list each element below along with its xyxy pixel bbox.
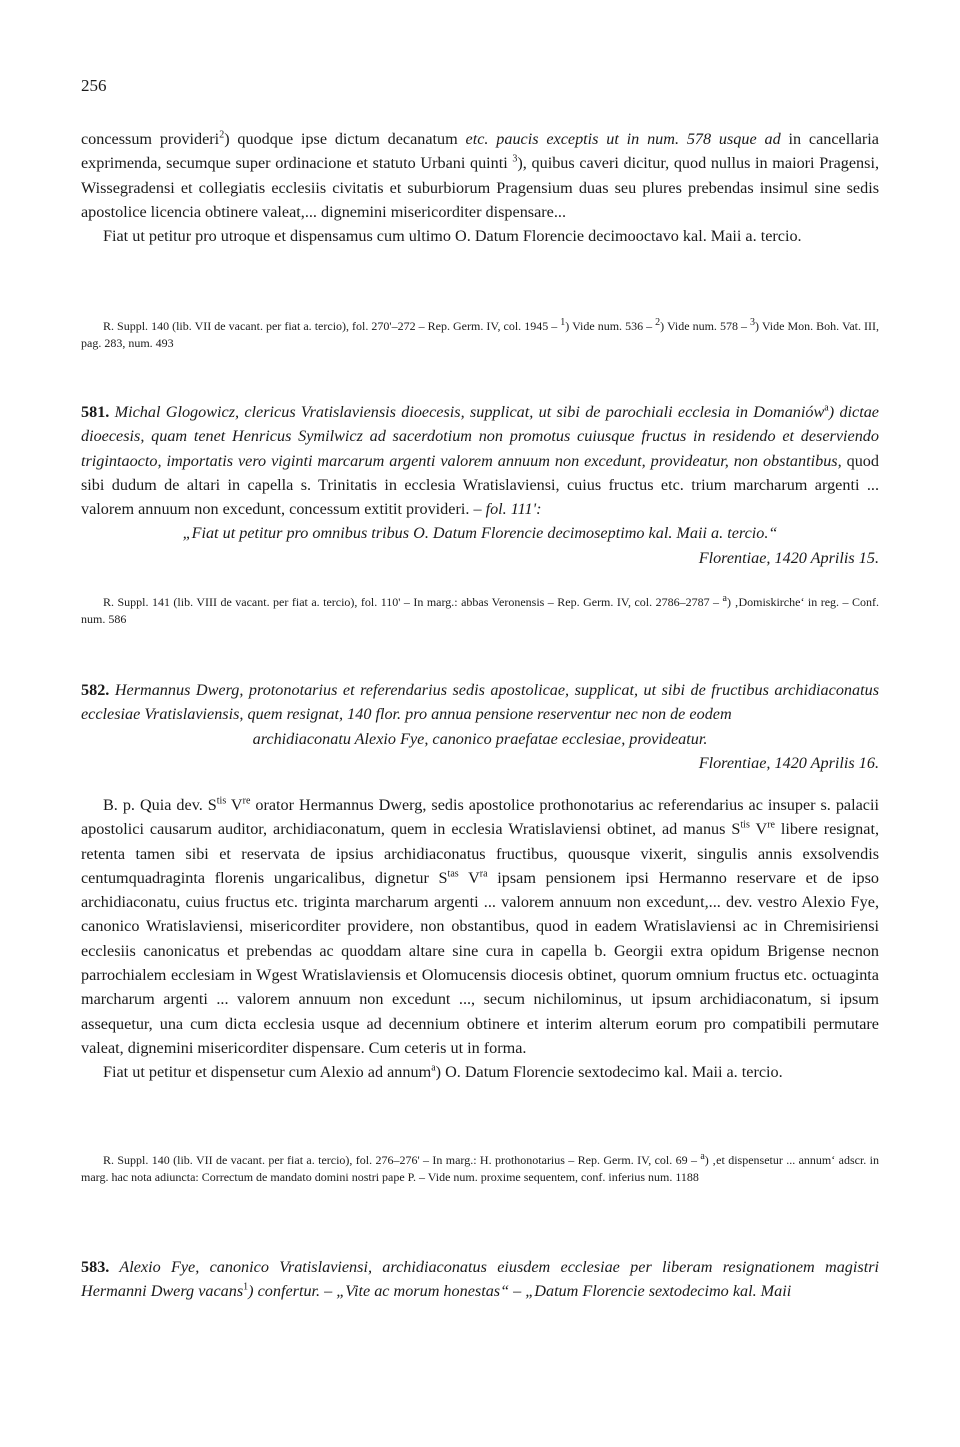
intro-block <box>81 127 879 248</box>
entry-582-date: Florentiae, 1420 Aprilis 16. <box>698 753 879 772</box>
footnote-apparatus: R. Suppl. 141 (lib. VIII de vacant. per fiat a. tercio), fol. 110' – In marg.: abbas Veronensis – Rep. Germ. IV, col. 2786–2787 – $^a$) ‚Domiskirche‘ in reg. – Conf. num. 586 <box>81 593 879 627</box>
entry-number: 582. <box>81 681 110 699</box>
entry-582-regest: 582. Hermannus Dwerg, protonotarius et referendarius sedis apostolicae, supplicat, ut sibi de fructibus archidiaconatus ecclesiae Vratislaviensis, quem resignat, 140 flor. pro annua pensione reserventur nec non de eodem archidiaconatu Alexio Fye, canonico praefatae ecclesiae, provideatur. Florentiae, 1420 Aprilis 16. <box>81 678 879 775</box>
intro-notes <box>81 318 879 352</box>
entry-581 <box>81 400 879 570</box>
entry-582-regest-end: archidiaconatu Alexio Fye, canonico praefatae ecclesiae, provideatur. <box>252 729 708 748</box>
entry-number: 581. <box>81 403 110 421</box>
entry-582-body <box>81 793 879 1085</box>
footnote-apparatus: R. Suppl. 140 (lib. VII de vacant. per fiat a. tercio), fol. 276–276' – In marg.: H. prothonotarius – Rep. Germ. IV, col. 69 – $^a$) ‚et dispensetur ... annum‘ adscr. in marg. hac nota adiuncta: Correctum de mandato domini nostri pape P. – Vide num. proxime sequentem, conf. inferius num. 1188 <box>81 1151 879 1185</box>
page-number: 256 <box>81 76 107 95</box>
footnote-apparatus: R. Suppl. 140 (lib. VII de vacant. per fiat a. tercio), fol. 270'–272 – Rep. Germ. IV, col. 1945 – $^1$) Vide num. 536 – $^2$) Vide num. 578 – $^3$) Vide Mon. Boh. Vat. III, pag. 283, num. 493 <box>81 317 879 351</box>
entry-581-text: 581. Michal Glogowicz, clericus Vratislaviensis dioecesis, supplicat, ut sibi de parochiali ecclesia in Domaniów$^a$) dictae dioecesis, quam tenet Henricus Symilwicz ad sacerdotium non promotus cuiusque fructus in residendo et deserviendo trigintaocto, importatis vero viginti marcarum argenti valorem annuum non excedunt, provideatur, non obstantibus, quod sibi dudum de altari in capella s. Trinitatis in ecclesia Wratislaviensi, cuius fructus etc. trium marcharum argenti ... valorem annuum non excedunt, concessum extitit provideri. – fol. 111': „Fiat ut petitur pro omnibus tribus O. Datum Florencie decimoseptimo kal. Maii a. tercio.“ Florentiae, 1420 Aprilis 15. <box>81 400 879 570</box>
entry-581-notes <box>81 594 879 628</box>
entry-581-quote: „Fiat ut petitur pro omnibus tribus O. Datum Florencie decimoseptimo kal. Maii a. tercio.“ <box>182 524 778 543</box>
entry-581-date: Florentiae, 1420 Aprilis 15. <box>698 548 879 567</box>
entry-582 <box>81 678 879 775</box>
entry-582-supplication: B. p. Quia dev. $S^{tis}$ Vre orator Hermannus Dwerg, sedis apostolice prothonotarius ac referendarius ac insuper s. palacii apostolici causarum auditor, archidiaconatum, quem in ecclesia Wratislaviensi obtinet, ad manus $S^{tis}$ Vre libere resignat, retenta tamen sibi et reservata de ipsius archidiaconatus fructibus, quousque vixerit, singulis annis exsolvendis centumquadraginta florenis ungaricalibus, dignetur $S^{tas}$ $V^{ra}$ ipsam pensionem ipsi Hermanno reservare et de ipso archidiaconatu, cuius fructus etc. triginta marcharum argenti ... valorem annuum non excedunt,... dev. vestro Alexio Fye, canonico Wratislaviensi, misericorditer providere, non obstantibus, quod in eadem Wratislaviensi ac in Chremisiriensi ecclesiis canonicatus et prebendas ac quoddam altare sine cura in capella b. Georgii extra opidum Brigense necnon parrochialem ecclesiam in Wgest Wratislaviensis et Olomucensis diocesis obtinet, quorum omnium fructus etc. octuaginta marcharum argenti ... valorem annuum non excedunt ..., secum nichilominus, ut ipsum archidiaconatum, si ipsum assequetur, una cum dicta ecclesia usque ad decennium obtinere et interim alterum eorum pro compatibili permutare valeat, dignemini misericorditer dispensare. Cum ceteris ut in forma. <box>81 795 879 1057</box>
entry-583 <box>81 1255 879 1304</box>
intro-decision: Fiat ut petitur pro utroque et dispensamus cum ultimo O. Datum Florencie decimooctavo kal. Maii a. tercio. <box>103 227 802 246</box>
entry-583-regest: 583. Alexio Fye, canonico Vratislaviensi, archidiaconatus eiusdem ecclesiae per liberam resignationem magistri Hermanni Dwerg vacans$^1$) confertur. – „Vite ac morum honestas“ – „Datum Florencie sextodecimo kal. Maii <box>81 1258 879 1301</box>
entry-582-notes <box>81 1152 879 1186</box>
entry-number: 583. <box>81 1258 110 1276</box>
intro-paragraph: concessum provideri$^2$) quodque ipse dictum decanatum etc. paucis exceptis ut in num. 578 usque ad in cancellaria exprimenda, secumque super ordinacione et statuto Urbani quinti $^3$), quibus caveri dicitur, quod nullus in maiori Pragensi, Wissegradensi et collegiatis ecclesiis civitatis et suburbiorum Pragensium duas seu plures prebendas insimul sine sedis apostolice licencia obtinere valeat,... dignemini misericorditer dispensare... <box>81 129 879 221</box>
entry-582-decision: Fiat ut petitur et dispensetur cum Alexio ad annum$^a$) O. Datum Florencie sextodecimo kal. Maii a. tercio. <box>103 1062 783 1082</box>
